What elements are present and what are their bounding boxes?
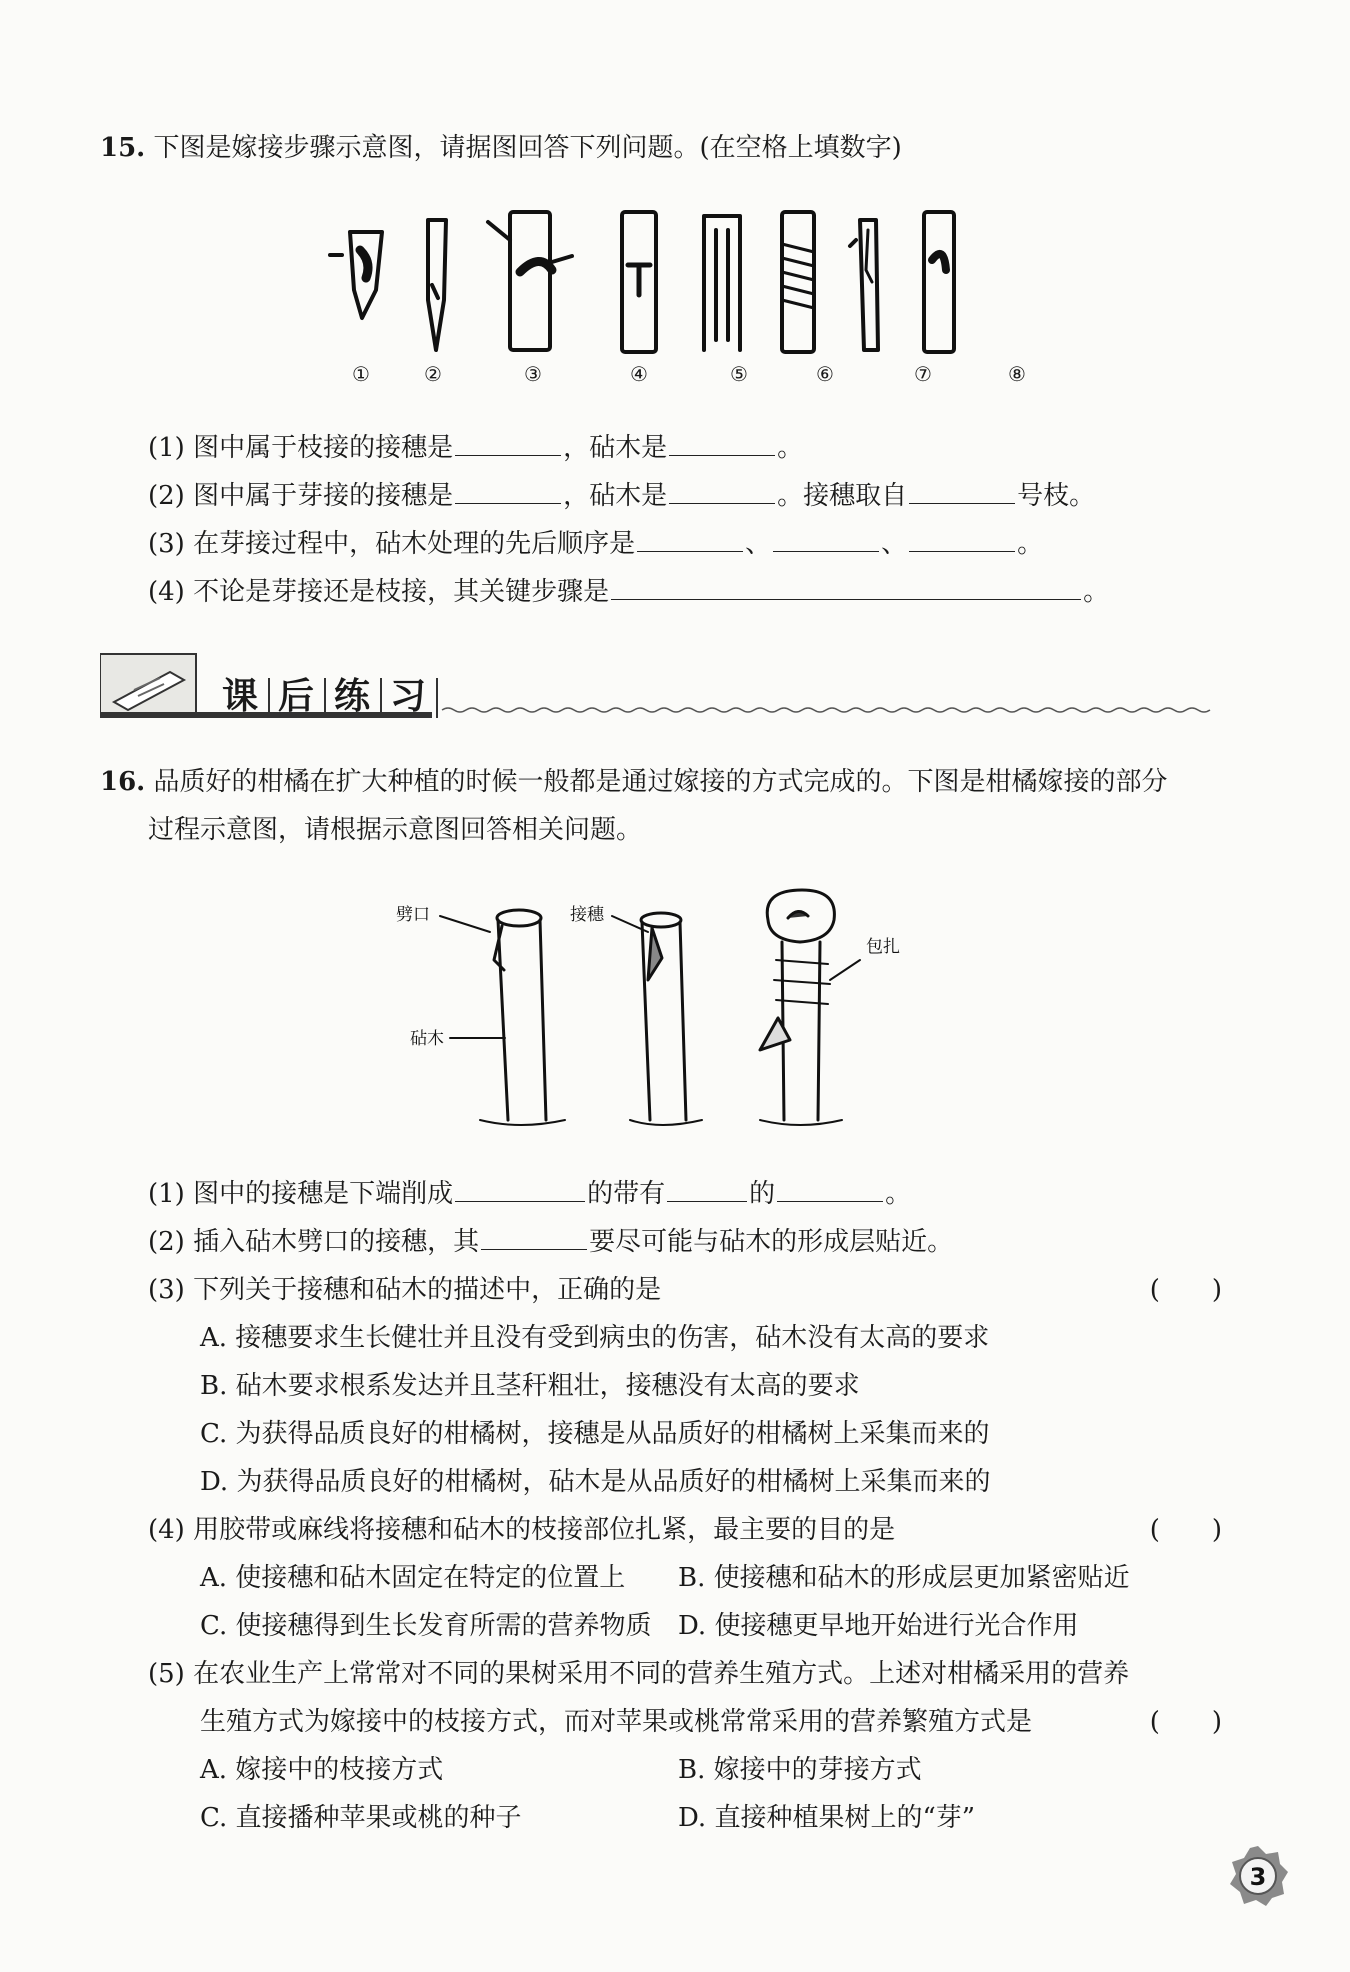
q16-sub5-option-c: C. 直接播种苹果或桃的种子	[200, 1803, 522, 1833]
fig15-label-5: ⑤	[730, 362, 748, 386]
q15-stem-text: 下图是嫁接步骤示意图，请据图回答下列问题。(在空格上填数字)	[153, 133, 902, 163]
answer-paren[interactable]: ( )	[1149, 1515, 1222, 1545]
q16-sub3-option-a: A. 接穗要求生长健壮并且没有受到病虫的伤害，砧木没有太高的要求	[200, 1323, 990, 1353]
q16-stem-line1: 16. 品质好的柑橘在扩大种植的时候一般都是通过嫁接的方式完成的。下图是柑橘嫁接的部分	[100, 767, 1168, 797]
answer-blank[interactable]	[455, 1177, 585, 1202]
q15-grafting-figure	[320, 200, 1050, 360]
q16-sub4-stem: (4) 用胶带或麻线将接穗和砧木的枝接部位扎紧，最主要的目的是	[148, 1515, 896, 1545]
q16-sub3-option-b: B. 砧木要求根系发达并且茎秆粗壮，接穗没有太高的要求	[200, 1371, 860, 1401]
fig15-label-6: ⑥	[816, 362, 834, 386]
q16-sub5-stem-line1: (5) 在农业生产上常常对不同的果树采用不同的营养生殖方式。上述对柑橘采用的营养	[148, 1659, 1130, 1689]
q16-sub5-option-d: D. 直接种植果树上的“芽”	[678, 1803, 976, 1833]
fig-step-8	[924, 212, 954, 352]
page-number-badge	[1226, 1844, 1290, 1908]
q15-sub2: (2) 图中属于芽接的接穗是 ，砧木是 。接穗取自 号枝。	[148, 481, 1096, 511]
q15-number: 15.	[100, 133, 146, 163]
answer-blank[interactable]	[611, 575, 1081, 600]
q16-sub4-option-b: B. 使接穗和砧木的形成层更加紧密贴近	[678, 1563, 1130, 1593]
answer-paren[interactable]: ( )	[1149, 1707, 1222, 1737]
label-cleft: 劈口	[396, 905, 430, 925]
answer-blank[interactable]	[669, 479, 775, 504]
answer-blank[interactable]	[455, 479, 561, 504]
q16-sub4-option-d: D. 使接穗更早地开始进行光合作用	[678, 1611, 1079, 1641]
q15-stem	[100, 130, 902, 166]
q16-sub3-option-d: D. 为获得品质良好的柑橘树，砧木是从品质好的柑橘树上采集而来的	[200, 1467, 991, 1497]
fig-step-4	[622, 212, 656, 352]
q16-sub1: (1) 图中的接穗是下端削成 的带有 的 。	[148, 1179, 912, 1209]
q16-sub4-option-c: C. 使接穗得到生长发育所需的营养物质	[200, 1611, 652, 1641]
answer-blank[interactable]	[773, 527, 879, 552]
answer-blank[interactable]	[909, 479, 1015, 504]
answer-blank[interactable]	[481, 1225, 587, 1250]
q16-sub5-stem-line2: 生殖方式为嫁接中的枝接方式，而对苹果或桃常常采用的营养繁殖方式是	[200, 1707, 1033, 1737]
fig15-label-7: ⑦	[914, 362, 932, 386]
fig-step-1	[330, 232, 382, 318]
q16-sub4-option-a: A. 使接穗和砧木固定在特定的位置上	[200, 1563, 626, 1593]
q16-sub5-option-b: B. 嫁接中的芽接方式	[678, 1755, 922, 1785]
answer-blank[interactable]	[667, 1177, 747, 1202]
answer-blank[interactable]	[777, 1177, 883, 1202]
fig15-label-3: ③	[524, 362, 542, 386]
q16-stem-line2: 过程示意图，请根据示意图回答相关问题。	[148, 815, 643, 845]
fig15-label-1: ①	[352, 362, 370, 386]
q16-citrus-grafting-figure	[390, 880, 990, 1140]
fig-step-7	[850, 220, 878, 350]
fig15-label-4: ④	[630, 362, 648, 386]
fig15-label-8: ⑧	[1008, 362, 1026, 386]
q16-number: 16.	[100, 767, 146, 797]
q15-sub4: (4) 不论是芽接还是枝接，其关键步骤是 。	[148, 577, 1110, 607]
q15-sub1: (1) 图中属于枝接的接穗是 ，砧木是 。	[148, 433, 804, 463]
label-wrap: 包扎	[866, 937, 900, 957]
fig-step-6	[782, 212, 814, 352]
answer-blank[interactable]	[455, 431, 561, 456]
label-rootstock: 砧木	[410, 1029, 444, 1049]
page-number: 3	[1249, 1863, 1267, 1891]
q16-sub3-option-c: C. 为获得品质良好的柑橘树，接穗是从品质好的柑橘树上采集而来的	[200, 1419, 990, 1449]
q16-sub2: (2) 插入砧木劈口的接穗，其 要尽可能与砧木的形成层贴近。	[148, 1227, 954, 1257]
answer-blank[interactable]	[669, 431, 775, 456]
q16-sub3-stem: (3) 下列关于接穗和砧木的描述中，正确的是	[148, 1275, 662, 1305]
q15-sub3: (3) 在芽接过程中，砧木处理的先后顺序是 、 、 。	[148, 529, 1044, 559]
section-title: 课 后 练 习	[222, 668, 446, 719]
answer-blank[interactable]	[637, 527, 743, 552]
answer-blank[interactable]	[909, 527, 1015, 552]
answer-paren[interactable]: ( )	[1149, 1275, 1222, 1305]
q16-sub5-option-a: A. 嫁接中的枝接方式	[200, 1755, 444, 1785]
fig-step-2	[428, 220, 446, 350]
label-scion: 接穗	[570, 905, 604, 925]
fig-step-3	[488, 212, 572, 350]
fig15-label-2: ②	[424, 362, 442, 386]
fig-step-5	[704, 216, 740, 350]
